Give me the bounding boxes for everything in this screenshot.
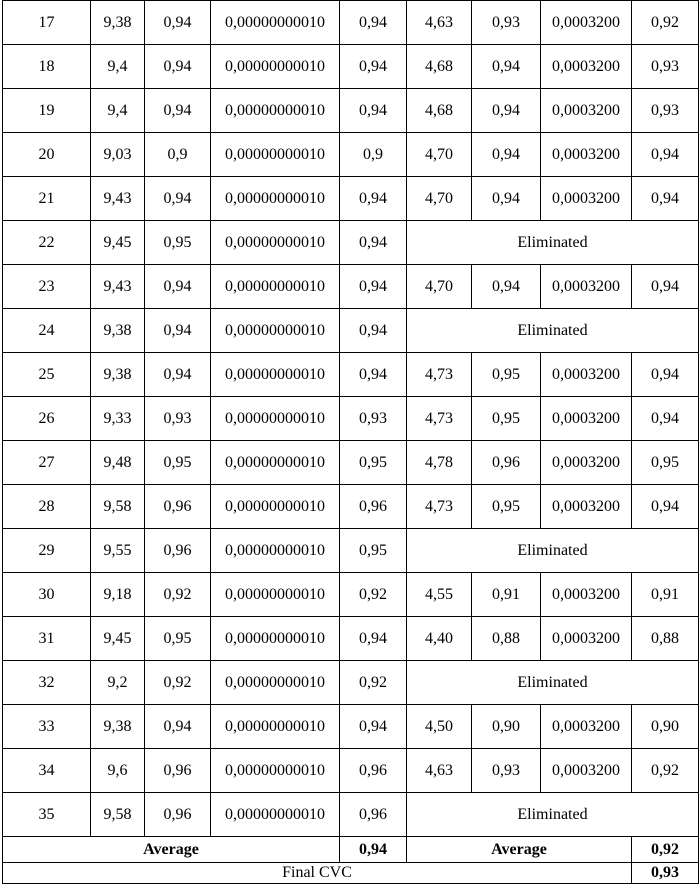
cell-h: 0,93 <box>632 89 699 133</box>
cell-b: 0,96 <box>145 749 211 793</box>
cell-c <box>211 177 340 221</box>
cell-g-text: 0,0003200 <box>552 365 620 383</box>
cell-g-text: 0,0003200 <box>552 189 620 207</box>
cell-c <box>211 441 340 485</box>
cell-c-text: 0,00000000010 <box>225 101 325 119</box>
cell-b: 0,96 <box>145 529 211 573</box>
cell-c <box>211 89 340 133</box>
cell-a: 9,38 <box>91 705 145 749</box>
cell-c <box>211 661 340 705</box>
eliminated-cell: Eliminated <box>407 221 699 265</box>
cell-b: 0,96 <box>145 793 211 837</box>
cell-d: 0,94 <box>340 353 407 397</box>
cell-b: 0,95 <box>145 617 211 661</box>
cell-c <box>211 1 340 45</box>
table-row <box>3 617 699 661</box>
cell-n: 26 <box>3 397 91 441</box>
cell-g-text: 0,0003200 <box>552 497 620 515</box>
cvc-table <box>2 0 699 884</box>
cell-a: 9,43 <box>91 177 145 221</box>
cell-g <box>541 441 632 485</box>
cell-f: 0,96 <box>472 441 541 485</box>
cell-d: 0,94 <box>340 265 407 309</box>
cell-n: 21 <box>3 177 91 221</box>
cell-f: 0,94 <box>472 45 541 89</box>
table-row <box>3 661 699 705</box>
cell-g <box>541 45 632 89</box>
cell-n: 30 <box>3 573 91 617</box>
cell-a: 9,48 <box>91 441 145 485</box>
cell-c <box>211 705 340 749</box>
cell-f: 0,93 <box>472 749 541 793</box>
cell-g-text: 0,0003200 <box>552 717 620 735</box>
cell-e: 4,68 <box>407 89 472 133</box>
cell-n: 17 <box>3 1 91 45</box>
cell-b: 0,95 <box>145 441 211 485</box>
cell-d: 0,94 <box>340 705 407 749</box>
cell-c <box>211 45 340 89</box>
cell-c-text: 0,00000000010 <box>225 629 325 647</box>
cell-n: 28 <box>3 485 91 529</box>
cell-c <box>211 573 340 617</box>
table-row <box>3 1 699 45</box>
cell-c-text: 0,00000000010 <box>225 321 325 339</box>
table-row <box>3 441 699 485</box>
cell-d: 0,96 <box>340 485 407 529</box>
table-row <box>3 89 699 133</box>
cell-d: 0,94 <box>340 89 407 133</box>
cell-d: 0,94 <box>340 309 407 353</box>
cell-a: 9,55 <box>91 529 145 573</box>
cell-b: 0,94 <box>145 353 211 397</box>
cell-h: 0,91 <box>632 573 699 617</box>
cell-c-text: 0,00000000010 <box>225 541 325 559</box>
cell-f: 0,94 <box>472 265 541 309</box>
cell-g <box>541 617 632 661</box>
cell-c-text: 0,00000000010 <box>225 365 325 383</box>
cell-d: 0,94 <box>340 1 407 45</box>
cell-f: 0,90 <box>472 705 541 749</box>
cell-b: 0,94 <box>145 45 211 89</box>
cell-d: 0,94 <box>340 45 407 89</box>
cell-c <box>211 309 340 353</box>
cell-g-text: 0,0003200 <box>552 277 620 295</box>
cell-e: 4,73 <box>407 397 472 441</box>
cell-c-text: 0,00000000010 <box>225 761 325 779</box>
eliminated-cell: Eliminated <box>407 661 699 705</box>
cell-g-text: 0,0003200 <box>552 145 620 163</box>
cell-b: 0,9 <box>145 133 211 177</box>
cell-g <box>541 353 632 397</box>
cell-c-text: 0,00000000010 <box>225 673 325 691</box>
cell-e: 4,68 <box>407 45 472 89</box>
cell-e: 4,50 <box>407 705 472 749</box>
cell-a: 9,38 <box>91 353 145 397</box>
cell-g-text: 0,0003200 <box>552 101 620 119</box>
cell-a: 9,45 <box>91 221 145 265</box>
cell-c <box>211 265 340 309</box>
cell-c-text: 0,00000000010 <box>225 233 325 251</box>
cell-h: 0,94 <box>632 485 699 529</box>
cell-c <box>211 485 340 529</box>
cell-d: 0,96 <box>340 749 407 793</box>
cell-a: 9,4 <box>91 89 145 133</box>
cell-e: 4,78 <box>407 441 472 485</box>
cell-n: 20 <box>3 133 91 177</box>
cell-c <box>211 353 340 397</box>
cell-b: 0,93 <box>145 397 211 441</box>
cell-g-text: 0,0003200 <box>552 761 620 779</box>
cell-b: 0,96 <box>145 485 211 529</box>
cell-n: 27 <box>3 441 91 485</box>
cell-e: 4,70 <box>407 133 472 177</box>
cell-c-text: 0,00000000010 <box>225 805 325 823</box>
table-row <box>3 573 699 617</box>
cell-n: 32 <box>3 661 91 705</box>
cell-n: 33 <box>3 705 91 749</box>
cell-g <box>541 1 632 45</box>
final-row <box>3 863 699 884</box>
cell-b: 0,94 <box>145 309 211 353</box>
cell-c <box>211 529 340 573</box>
average-right-value: 0,92 <box>632 837 699 863</box>
cell-h: 0,93 <box>632 45 699 89</box>
cell-c-text: 0,00000000010 <box>225 57 325 75</box>
cell-g <box>541 177 632 221</box>
cell-b: 0,94 <box>145 89 211 133</box>
cell-d: 0,93 <box>340 397 407 441</box>
cell-c-text: 0,00000000010 <box>225 409 325 427</box>
cell-g <box>541 573 632 617</box>
cell-a: 9,45 <box>91 617 145 661</box>
cell-f: 0,91 <box>472 573 541 617</box>
cell-h: 0,92 <box>632 749 699 793</box>
cell-a: 9,43 <box>91 265 145 309</box>
cell-g-text: 0,0003200 <box>552 585 620 603</box>
cell-c <box>211 221 340 265</box>
cell-e: 4,73 <box>407 485 472 529</box>
cell-b: 0,94 <box>145 265 211 309</box>
cell-a: 9,38 <box>91 1 145 45</box>
cell-a: 9,38 <box>91 309 145 353</box>
average-right-label: Average <box>407 837 632 863</box>
final-label: Final CVC <box>3 863 632 884</box>
cell-g-text: 0,0003200 <box>552 13 620 31</box>
cell-g-text: 0,0003200 <box>552 57 620 75</box>
table-row <box>3 45 699 89</box>
cell-h: 0,90 <box>632 705 699 749</box>
table-row <box>3 133 699 177</box>
cell-g <box>541 265 632 309</box>
cell-f: 0,94 <box>472 177 541 221</box>
table-row <box>3 309 699 353</box>
cell-d: 0,9 <box>340 133 407 177</box>
cell-n: 18 <box>3 45 91 89</box>
table-row <box>3 529 699 573</box>
cell-g-text: 0,0003200 <box>552 409 620 427</box>
cell-e: 4,70 <box>407 177 472 221</box>
cell-a: 9,18 <box>91 573 145 617</box>
table-row <box>3 265 699 309</box>
cell-h: 0,94 <box>632 265 699 309</box>
average-left-label: Average <box>3 837 340 863</box>
cell-h: 0,94 <box>632 397 699 441</box>
cell-a: 9,03 <box>91 133 145 177</box>
cell-g <box>541 749 632 793</box>
eliminated-cell: Eliminated <box>407 793 699 837</box>
cell-g-text: 0,0003200 <box>552 629 620 647</box>
cell-a: 9,58 <box>91 793 145 837</box>
cell-d: 0,94 <box>340 177 407 221</box>
cell-f: 0,94 <box>472 133 541 177</box>
cell-g <box>541 485 632 529</box>
cell-c-text: 0,00000000010 <box>225 145 325 163</box>
cell-b: 0,92 <box>145 573 211 617</box>
cell-c-text: 0,00000000010 <box>225 189 325 207</box>
cell-g-text: 0,0003200 <box>552 453 620 471</box>
cell-n: 29 <box>3 529 91 573</box>
table-row <box>3 397 699 441</box>
cell-e: 4,63 <box>407 749 472 793</box>
cell-b: 0,94 <box>145 1 211 45</box>
eliminated-cell: Eliminated <box>407 529 699 573</box>
cell-c-text: 0,00000000010 <box>225 453 325 471</box>
table-row <box>3 749 699 793</box>
table-row <box>3 793 699 837</box>
cell-f: 0,95 <box>472 353 541 397</box>
table-row <box>3 485 699 529</box>
cell-n: 24 <box>3 309 91 353</box>
cell-h: 0,94 <box>632 133 699 177</box>
cell-f: 0,88 <box>472 617 541 661</box>
table-row <box>3 705 699 749</box>
cell-a: 9,58 <box>91 485 145 529</box>
cell-h: 0,94 <box>632 353 699 397</box>
cell-b: 0,92 <box>145 661 211 705</box>
cell-e: 4,63 <box>407 1 472 45</box>
cell-c-text: 0,00000000010 <box>225 497 325 515</box>
cell-n: 19 <box>3 89 91 133</box>
cell-d: 0,95 <box>340 529 407 573</box>
cell-h: 0,95 <box>632 441 699 485</box>
cell-n: 22 <box>3 221 91 265</box>
cell-c-text: 0,00000000010 <box>225 277 325 295</box>
cell-d: 0,92 <box>340 573 407 617</box>
cell-h: 0,88 <box>632 617 699 661</box>
table-row <box>3 177 699 221</box>
cell-c <box>211 617 340 661</box>
table-body <box>3 1 699 837</box>
table-row <box>3 353 699 397</box>
cell-c <box>211 793 340 837</box>
cell-a: 9,4 <box>91 45 145 89</box>
cell-e: 4,70 <box>407 265 472 309</box>
eliminated-cell: Eliminated <box>407 309 699 353</box>
average-row <box>3 837 699 863</box>
final-value: 0,93 <box>632 863 699 884</box>
cell-n: 34 <box>3 749 91 793</box>
cell-e: 4,73 <box>407 353 472 397</box>
cell-b: 0,95 <box>145 221 211 265</box>
cell-d: 0,94 <box>340 617 407 661</box>
cell-e: 4,40 <box>407 617 472 661</box>
cell-g <box>541 133 632 177</box>
cell-f: 0,94 <box>472 89 541 133</box>
cell-d: 0,94 <box>340 221 407 265</box>
cell-d: 0,96 <box>340 793 407 837</box>
average-left-value: 0,94 <box>340 837 407 863</box>
cell-a: 9,6 <box>91 749 145 793</box>
cell-n: 31 <box>3 617 91 661</box>
cell-c-text: 0,00000000010 <box>225 717 325 735</box>
cell-n: 23 <box>3 265 91 309</box>
cell-h: 0,94 <box>632 177 699 221</box>
table-row <box>3 221 699 265</box>
cell-a: 9,2 <box>91 661 145 705</box>
cell-d: 0,95 <box>340 441 407 485</box>
cell-c <box>211 133 340 177</box>
cell-n: 35 <box>3 793 91 837</box>
cell-h: 0,92 <box>632 1 699 45</box>
cell-c-text: 0,00000000010 <box>225 13 325 31</box>
cell-e: 4,55 <box>407 573 472 617</box>
cell-b: 0,94 <box>145 177 211 221</box>
cell-n: 25 <box>3 353 91 397</box>
cell-a: 9,33 <box>91 397 145 441</box>
cell-f: 0,93 <box>472 1 541 45</box>
cell-d: 0,92 <box>340 661 407 705</box>
cell-g <box>541 89 632 133</box>
cell-f: 0,95 <box>472 397 541 441</box>
cell-f: 0,95 <box>472 485 541 529</box>
cell-c <box>211 397 340 441</box>
cell-c-text: 0,00000000010 <box>225 585 325 603</box>
cell-g <box>541 705 632 749</box>
cell-b: 0,94 <box>145 705 211 749</box>
cell-g <box>541 397 632 441</box>
cell-c <box>211 749 340 793</box>
